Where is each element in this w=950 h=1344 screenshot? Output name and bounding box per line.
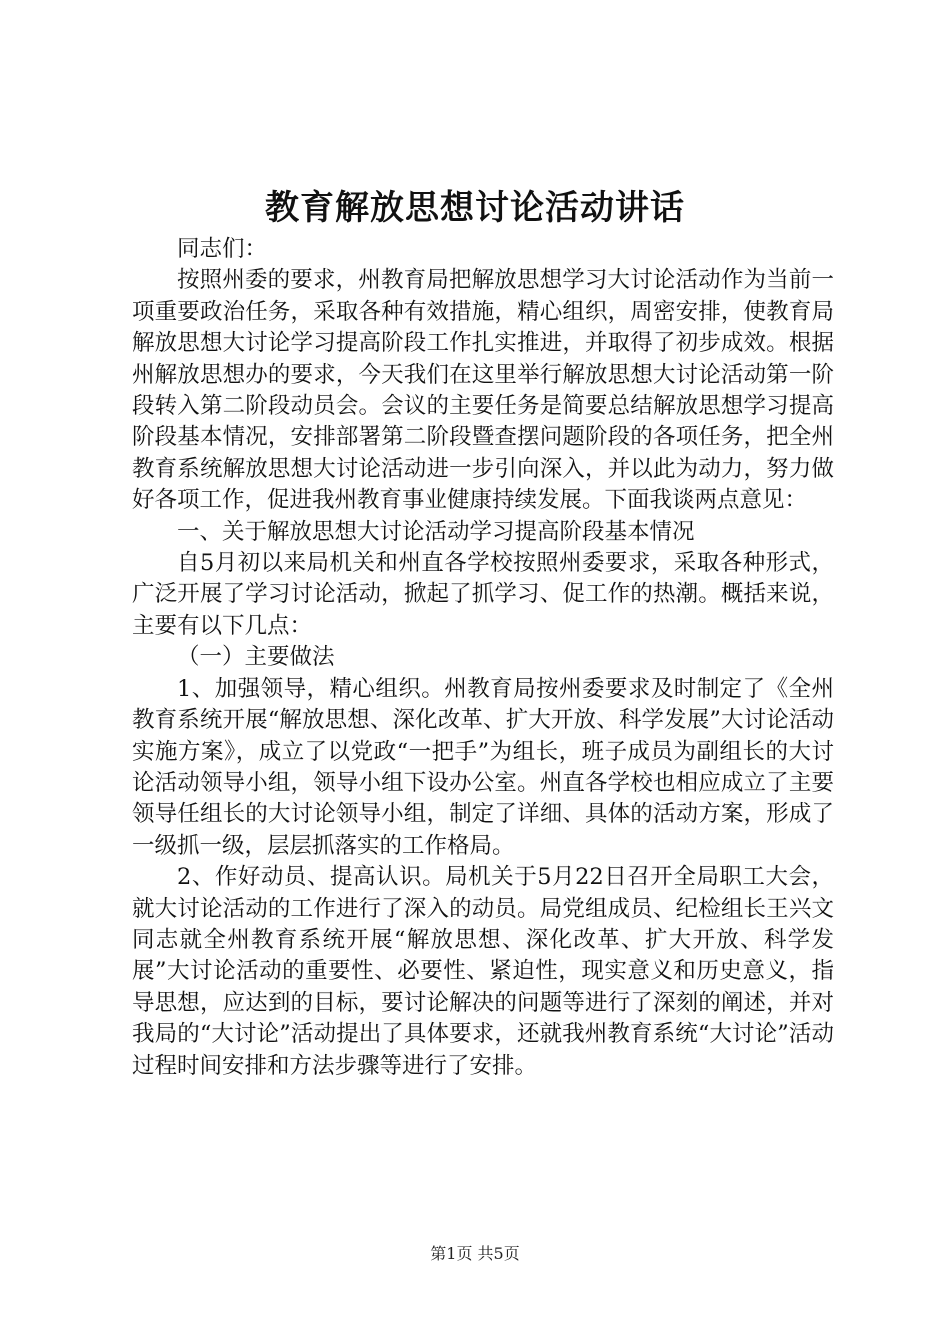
document-body	[132, 234, 834, 1082]
subsection-heading-1: （一）主要做法	[177, 644, 335, 671]
intro-paragraph: 按照州委的要求，州教育局把解放思想学习大讨论活动作为当前一项重要政治任务，采取各种有效措施，精心组织，周密安排，使教育局解放思想大讨论学习提高阶段工作扎实推进，并取得了初步成效。根据州解放思想办的要求，今天我们在这里举行解放思想大讨论活动第一阶段转入第二阶段动员会。会议的主要任务是简要总结解放思想学习提高阶段基本情况，安排部署第二阶段暨查摆问题阶段的各项任务，把全州教育系统解放思想大讨论活动进一步引向深入，并以此为动力，努力做好各项工作，促进我州教育事业健康持续发展。下面我谈两点意见：	[132, 267, 834, 514]
section-heading-1: 一、关于解放思想大讨论活动学习提高阶段基本情况	[177, 518, 695, 545]
document-title: 教育解放思想讨论活动讲话	[265, 188, 685, 228]
page-footer: 第1页 共5页	[430, 1244, 520, 1263]
item-1-paragraph: 1、加强领导，精心组织。州教育局按州委要求及时制定了《全州教育系统开展“解放思想、深化改革、扩大开放、科学发展”大讨论活动实施方案》，成立了以党政“一把手”为组长，班子成员为副组长的大讨论活动领导小组，领导小组下设办公室。州直各学校也相应成立了主要领导任组长的大讨论领导小组，制定了详细、具体的活动方案，形成了一级抓一级，层层抓落实的工作格局。	[132, 675, 834, 859]
item-2-paragraph: 2、作好动员、提高认识。局机关于5月22日召开全局职工大会，就大讨论活动的工作进行了深入的动员。局党组成员、纪检组长王兴文同志就全州教育系统开展“解放思想、深化改革、扩大开放、科学发展”大讨论活动的重要性、必要性、紧迫性，现实意义和历史意义，指导思想，应达到的目标，要讨论解决的问题等进行了深刻的阐述，并对我局的“大讨论”活动提出了具体要求，还就我州教育系统“大讨论”活动过程时间安排和方法步骤等进行了安排。	[132, 864, 834, 1079]
salutation: 同志们：	[177, 236, 268, 262]
section-1-paragraph: 自5月初以来局机关和州直各学校按照州委要求，采取各种形式，广泛开展了学习讨论活动，掀起了抓学习、促工作的热潮。概括来说，主要有以下几点：	[132, 550, 834, 639]
